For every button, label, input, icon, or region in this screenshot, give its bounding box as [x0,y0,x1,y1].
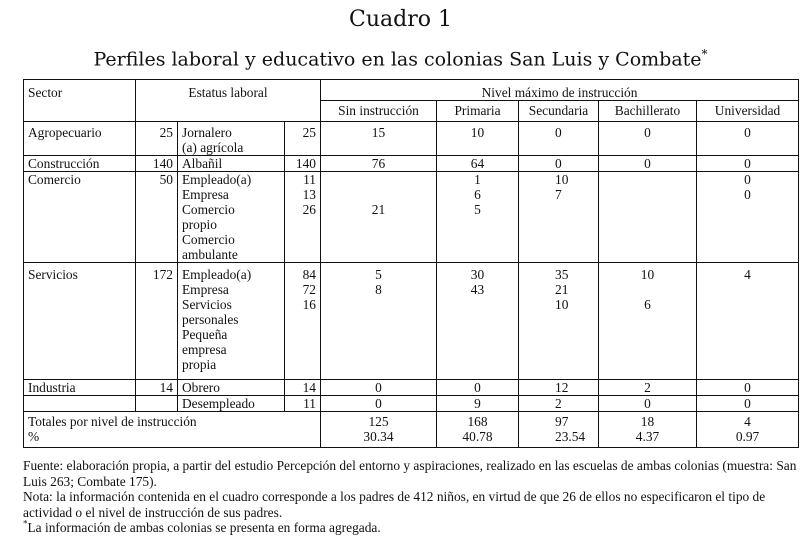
status-count: 11 [303,172,316,187]
totals-label-cell [24,412,321,448]
level-cell-prim [437,380,519,396]
table-row [24,380,799,396]
total-value: 97 [555,414,569,429]
level-cell-sec [519,263,599,380]
total-value: 4 [744,414,751,429]
status-cell [178,122,285,156]
level-cell-sec [519,380,599,396]
level-cell-bach [599,122,697,156]
header-level: Universidad [697,101,799,122]
level-value [325,172,432,187]
level-cell-bach [599,380,697,396]
status-line: propia [182,357,217,372]
aggregated-note [23,520,799,536]
header-level: Sin instrucción [321,101,437,122]
level-cell-sin [321,156,437,172]
level-value: 43 [470,282,485,297]
level-cell-sec [519,396,599,412]
status-cell [178,380,285,396]
totals-cell [437,412,519,448]
level-value [603,202,692,217]
status-count-cell [285,380,321,396]
status-line: Desempleado [182,396,255,411]
status-cell [178,172,285,263]
sector-cell: Comercio [24,172,136,263]
level-cell-univ [697,380,799,396]
level-value: 0 [744,187,751,202]
sector-cell [24,396,136,412]
level-value: 6 [474,187,481,202]
footnote-mark: * [23,518,28,529]
status-line: personales [182,312,239,327]
table-row [24,263,799,380]
status-count: 72 [302,282,316,297]
status-count-cell [285,156,321,172]
level-value: 76 [371,156,386,171]
header-row [24,80,799,101]
total-value: 125 [368,414,389,429]
totals-cell [599,412,697,448]
level-value: 0 [744,380,751,395]
percent-value: 4.37 [635,429,660,444]
header-nivel: Nivel máximo de instrucción [321,80,799,101]
status-count: 16 [302,297,316,312]
level-value: 0 [744,125,751,140]
status-line: Empleado(a) [182,267,252,282]
level-cell-univ [697,156,799,172]
level-cell-sin [321,122,437,156]
table-subtitle [0,47,801,70]
status-cell [178,156,285,172]
table-row [24,156,799,172]
sector-total-cell: 25 [136,122,178,156]
header-level: Primaria [437,101,519,122]
level-cell-bach [599,396,697,412]
level-cell-prim [437,172,519,263]
level-cell-sin [321,172,437,263]
sector-cell: Industria [24,380,136,396]
status-line: Servicios [182,297,232,312]
level-value: 0 [744,156,751,171]
level-cell-prim [437,396,519,412]
level-value: 30 [470,267,485,282]
level-value [701,297,794,312]
table-row [24,122,799,156]
level-value [325,297,432,312]
level-cell-univ [697,263,799,380]
level-cell-prim [437,122,519,156]
table-row [24,172,799,263]
level-value [701,282,794,297]
general-note: Nota: la información contenida en el cuadro corresponde a los padres de 412 niños, en virtud de que 26 de ellos no especificaron el tipo de actividad o el nivel de instrucción de sus padres. [23,489,766,520]
level-value: 0 [375,396,382,411]
level-value: 1 [474,172,481,187]
status-count: 14 [302,380,316,395]
level-value [603,282,692,297]
level-value: 10 [640,267,655,282]
status-line: Empresa [182,282,229,297]
level-value: 0 [644,125,651,140]
totals-row [24,412,799,448]
status-line: Comercio [182,202,235,217]
level-cell-prim [437,263,519,380]
level-cell-bach [599,156,697,172]
level-value: 21 [371,202,386,217]
level-value: 15 [371,125,386,140]
level-value: 7 [555,187,562,202]
header-status: Estatus laboral [136,80,321,122]
level-value: 0 [644,156,651,171]
level-value: 0 [474,380,481,395]
level-value: 2 [555,396,562,411]
header-level: Secundaria [519,101,599,122]
totals-cell [519,412,599,448]
percent-value: 30.34 [363,429,394,444]
level-value: 10 [470,125,485,140]
totals-cell [697,412,799,448]
level-value: 2 [644,380,651,395]
header-level: Bachillerato [599,101,697,122]
level-value: 0 [744,396,751,411]
status-cell [178,263,285,380]
status-count: 84 [302,267,316,282]
sector-cell: Construcción [24,156,136,172]
status-line: (a) agrícola [182,140,244,155]
percent-value: 40.78 [462,429,493,444]
total-value: 168 [467,414,488,429]
status-count: 26 [302,202,316,217]
subtitle-text: Perfiles laboral y educativo en las colonias San Luis y Combate [93,48,702,71]
level-value: 8 [375,282,382,297]
status-line: Empleado(a) [182,172,252,187]
level-value [603,172,692,187]
level-value: 10 [555,172,569,187]
sector-total-cell: 50 [136,172,178,263]
level-value: 64 [470,156,485,171]
level-cell-sin [321,396,437,412]
level-cell-sin [321,263,437,380]
sector-total-cell: 172 [136,263,178,380]
level-value: 0 [555,156,562,171]
sector-total-cell: 140 [136,156,178,172]
status-line: Albañil [182,156,223,171]
level-value: 0 [375,380,382,395]
level-value [441,297,514,312]
total-value: 18 [640,414,655,429]
aggregated-note-text: La información de ambas colonias se presenta en forma agregada. [27,520,381,535]
status-count: 140 [295,156,316,171]
status-line: empresa [182,342,227,357]
level-value: 4 [744,267,751,282]
status-line: Jornalero [182,125,232,140]
level-value [701,202,794,217]
level-value: 10 [555,297,569,312]
level-value: 5 [474,202,481,217]
sector-cell: Agropecuario [24,122,136,156]
level-value: 35 [555,267,569,282]
level-cell-sin [321,380,437,396]
percent-value: 23.54 [555,429,586,444]
level-cell-sec [519,156,599,172]
status-count-cell [285,396,321,412]
level-cell-univ [697,122,799,156]
source-note: Fuente: elaboración propia, a partir del estudio Percepción del entorno y aspiraciones, realizado en las escuelas de ambas colonias (muestra: San Luis 263; Combate 175). [23,458,797,489]
sector-cell: Servicios [24,263,136,380]
status-line: ambulante [182,247,238,262]
status-cell [178,396,285,412]
status-line: propio [182,217,217,232]
percent-label: % [28,429,40,444]
level-value: 0 [744,172,751,187]
level-cell-sec [519,172,599,263]
status-line: Comercio [182,232,235,247]
header-sector: Sector [24,80,136,122]
level-value [555,202,594,217]
level-cell-bach [599,172,697,263]
level-value: 6 [644,297,651,312]
level-value: 12 [555,380,569,395]
totals-label: Totales por nivel de instrucción [28,414,197,429]
table-notes [23,458,799,536]
percent-value: 0.97 [735,429,760,444]
level-cell-prim [437,156,519,172]
level-value: 21 [555,282,569,297]
level-value [325,187,432,202]
sector-total-cell: 14 [136,380,178,396]
level-value: 9 [474,396,481,411]
status-count: 13 [302,187,316,202]
level-value: 0 [555,125,562,140]
status-count-cell [285,122,321,156]
status-count-cell [285,172,321,263]
subtitle-footnote-mark: * [701,47,708,61]
level-cell-sec [519,122,599,156]
sector-total-cell [136,396,178,412]
totals-cell [321,412,437,448]
status-count: 11 [303,396,316,411]
level-cell-univ [697,172,799,263]
status-line: Empresa [182,187,229,202]
status-line: Obrero [182,380,220,395]
status-count-cell [285,263,321,380]
level-cell-univ [697,396,799,412]
table-title: Cuadro 1 [349,7,452,32]
table-row [24,396,799,412]
profiles-table [23,79,799,448]
level-value: 0 [644,396,651,411]
level-cell-bach [599,263,697,380]
level-value: 5 [375,267,382,282]
status-line: Pequeña [182,327,228,342]
level-value [603,187,692,202]
status-count: 25 [302,125,316,140]
